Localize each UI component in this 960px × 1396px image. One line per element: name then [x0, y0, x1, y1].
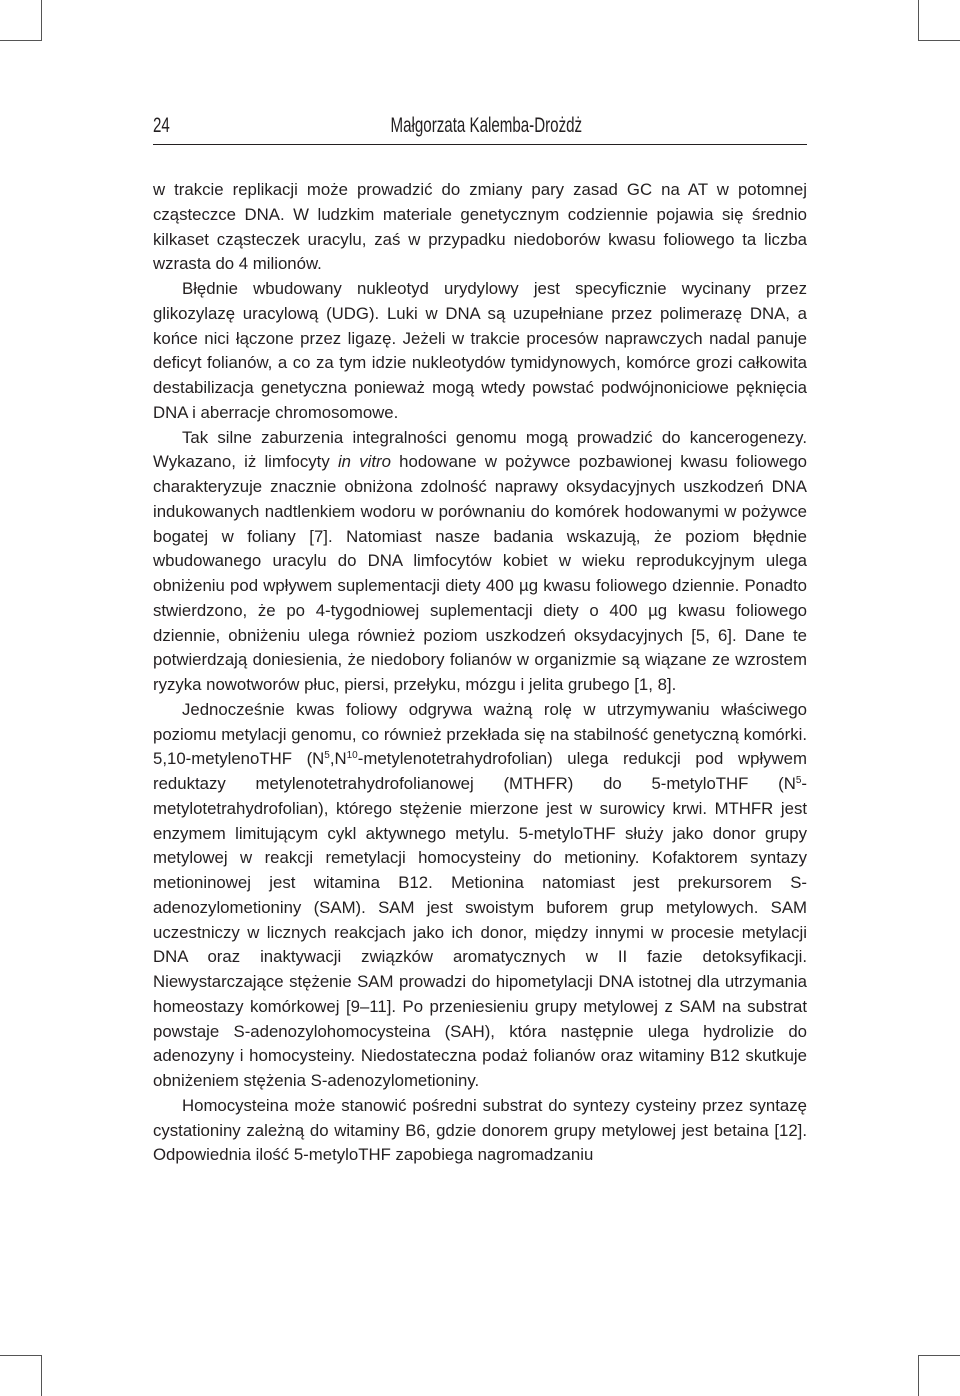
- text-run: w trakcie replikacji może prowadzić do zmiany pary zasad GC na AT w potomnej cząsteczce DNA. W ludzkim materiale genetycznym codziennie pojawia się średnio kilkaset cząsteczek uracylu, zaś w przypadku niedoborów kwasu foliowego ta liczba wzrasta do 4 milionów.: [153, 180, 807, 274]
- text-run: Homocysteina może stanowić pośredni substrat do syntezy cysteiny przez syntazę cystationiny zależną do witaminy B6, gdzie donorem grupy metylowej jest betaina [12]. Odpowiednia ilość 5-metyloTHF zapobiega nagromadzaniu: [153, 1095, 807, 1165]
- crop-mark: [41, 1356, 42, 1396]
- paragraph: [153, 277, 807, 426]
- superscript: 5: [324, 750, 330, 762]
- italic-text: in vitro: [337, 452, 391, 472]
- body-text: [153, 178, 807, 1168]
- text-run: ,N: [329, 749, 347, 769]
- text-run: hodowane w pożywce pozbawionej kwasu foliowego charakteryzuje znacznie obniżona zdolność naprawy oksydacyjnych uszkodzeń DNA indukowanych nadtlenkiem wodoru w porównaniu do komórek hodowanymi w pożywce bogatej w foliany [7]. Natomiast nasze badania wskazują, że poziom błędnie wbudowanego uracylu do DNA limfocytów kobiet w wieku reprodukcyjnym ulega obniżeniu pod wpływem suplementacji diety 400 µg kwasu foliowego dziennie. Ponadto stwierdzono, że po 4-tygodniowej suplementacji diety o 400 µg kwasu foliowego dziennie, obniżeniu ulega również poziom uszkodzeń oksydacyjnych [5, 6]. Dane te potwierdzają doniesienia, że niedobory folianów w organizmie są wiązane ze wzrostem ryzyka nowotworów płuc, piersi, przełyku, mózgu i jelita grubego [1, 8].: [153, 452, 807, 694]
- crop-mark: [918, 1356, 919, 1396]
- crop-mark: [0, 1355, 42, 1356]
- text-run: Tak silne zaburzenia integralności genomu mogą prowadzić do kancerogenezy. Wykazano, iż limfocyty: [153, 427, 807, 472]
- text-run: Jednocześnie kwas foliowy odgrywa ważną rolę w utrzymywaniu właściwego poziomu metylacji genomu, co również przekłada się na stabilność genetyczną komórki. 5,10-metylenoTHF (N: [153, 699, 807, 769]
- crop-mark: [0, 40, 42, 41]
- paragraph: [153, 698, 807, 1094]
- crop-mark: [918, 1355, 960, 1356]
- paragraph: [153, 178, 807, 277]
- crop-mark: [918, 0, 919, 40]
- running-head-author: Małgorzata Kalemba-Drożdż: [390, 114, 582, 137]
- text-run: -metylotetrahydrofolian), którego stężenie mierzone jest w surowicy krwi. MTHFR jest enzymem limitującym cykl aktywnego metylu. 5-metyloTHF służy jako donor grupy metylowej w reakcji remetylacji homocysteiny do metioniny. Kofaktorem syntazy metioninowej jest witamina B12. Metionina natomiast jest prekursorem S-adenozylometioniny (SAM). SAM jest swoistym buforem grup metylowych. SAM uczestniczy w licznych reakcjach jako ich donor, między innymi w procesie metylacji DNA oraz inaktywacji związków aromatycznych w II fazie detoksyfikacji. Niewystarczające stężenie SAM prowadzi do hipometylacji DNA istotnej dla utrzymania homeostazy komórkowej [9–11]. Po przeniesieniu grupy metylowej z SAM na substrat powstaje S-adenozylohomocysteina (SAH), która następnie ulega hydrolizie do adenozyny i homocysteiny. Niedostateczna podaż folianów oraz witaminy B12 skutkuje obniżeniem stężenia S-adenozylometioniny.: [153, 774, 807, 1090]
- text-run: Błędnie wbudowany nukleotyd urydylowy jest specyficznie wycinany przez glikozylazę uracylową (UDG). Luki w DNA są uzupełniane przez polimerazę DNA, a końce nici łączone przez ligazę. Jeżeli w trakcie procesów naprawczych nadal panuje deficyt folianów, a co za tym idzie nukleotydów tymidynowych, komórce grozi całkowita destabilizacja genetyczna ponieważ mogą wtedy powstać podwójnoniciowe pęknięcia DNA i aberracje chromosomowe.: [153, 279, 807, 422]
- page-number: 24: [153, 114, 170, 137]
- crop-mark: [918, 40, 960, 41]
- crop-mark: [41, 0, 42, 40]
- paragraph: [153, 426, 807, 698]
- superscript: 10: [346, 750, 358, 762]
- paragraph: [153, 1094, 807, 1168]
- text-run: -metylenotetrahydrofolian) ulega redukcji pod wpływem reduktazy metylenotetrahydrofolianowej (MTHFR) do 5-metyloTHF (N: [153, 749, 807, 793]
- page-header: [153, 112, 807, 145]
- superscript: 5: [795, 775, 802, 786]
